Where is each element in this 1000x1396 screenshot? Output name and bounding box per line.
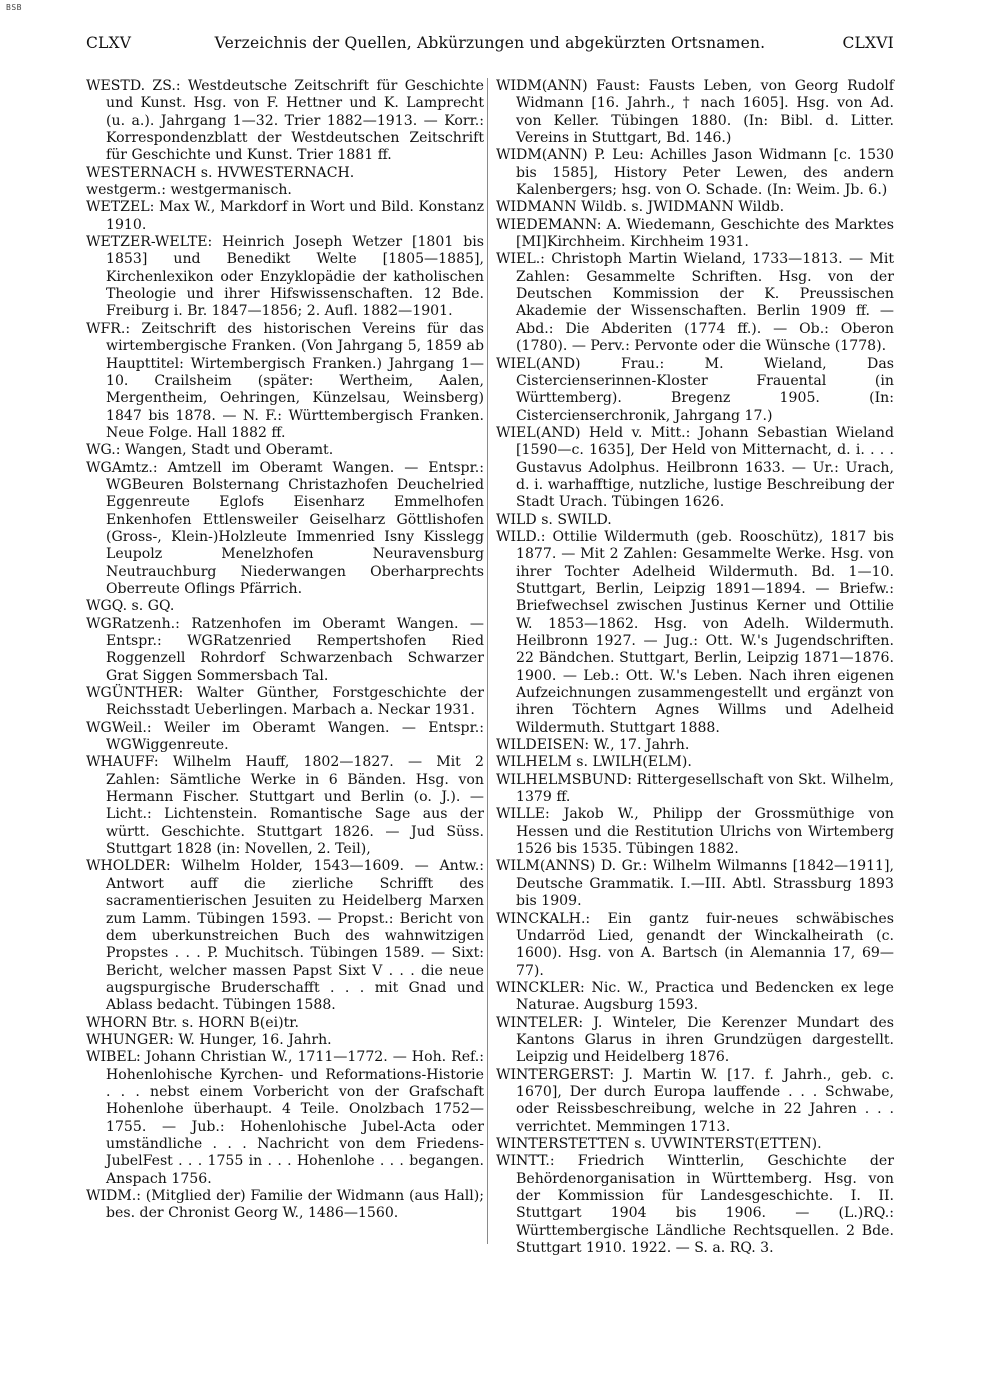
entry-wille: WILLE: Jakob W., Philipp der Grossmüthige von Hessen und die Restitution Ulrichs von Wirtemberg 1526 bis 1535. Tübingen 1882. — [496, 806, 894, 858]
entry-wiedemann: WIEDEMANN: A. Wiedemann, Geschichte des Marktes [MI]Kirchheim. Kirchheim 1931. — [496, 216, 894, 251]
entry-wilhelmsbund: WILHELMSBUND: Rittergesellschaft von Skt. Wilhelm, 1379 ff. — [496, 771, 894, 806]
entry-wholder: WHOLDER: Wilhelm Holder, 1543—1609. — Antw.: Antwort auff die zierliche Schrifft des sacramentierischen Jesuiten zu Heidelberg Marxen zum Lamm. Tübingen 1593. — Propst.: Bericht von dem uberkunstreichen Buch des wahnwitzigen Propstes . . . P. Muchitsch. Tübingen 1589. — Sixt: Bericht, welcher massen Papst Sixt V . . . die neue augspurgische Bruderschafft . . . mit Gnad und Ablass bedacht. Tübingen 1588. — [86, 858, 484, 1014]
entry-westernach: WESTERNACH s. HVWESTERNACH. — [86, 164, 355, 181]
entry-wintergerst: WINTERGERST: J. Martin W. [17. f. Jahrh., geb. c. 1670], Der durch Europa lauffende . . . Schwabe, oder Reissbeschreibung, welche in 22 Jahren . . . verrichtet. Memmingen 1713. — [496, 1066, 894, 1135]
column-divider — [487, 78, 488, 1244]
entry-wg-weil: WGWeil.: Weiler im Oberamt Wangen. — Entspr.: WGWiggenreute. — [86, 719, 484, 754]
entry-wgq: WGQ. s. GQ. — [86, 598, 175, 615]
entry-westgerm: westgerm.: westgermanisch. — [86, 182, 292, 199]
entry-wg-ratzenh: WGRatzenh.: Ratzenhofen im Oberamt Wangen. — Entspr.: WGRatzenried Rempertshofen Ried Roggenzell Rohrdorf Schwarzenbach Schwarzer Grat Siggen Sommersbach Tal. — [86, 615, 484, 684]
entry-wildeisen: WILDEISEN: W., 17. Jahrh. — [496, 737, 690, 754]
entry-wg: WG.: Wangen, Stadt und Oberamt. — [86, 442, 334, 459]
entry-wieland-frau: WIEL(AND) Frau.: M. Wieland, Das Cistercienserinnen-Kloster Frauental (in Württemberg). Bregenz 1905. (In: Cistercienserchronik, Jahrgang 17.) — [496, 355, 894, 424]
entry-wiel: WIEL.: Christoph Martin Wieland, 1733—1813. — Mit Zahlen: Gesammelte Schriften. Hsg. von der Deutschen Kommission der K. Preussischen Akademie der Wissenschaften. Berlin 1909 ff. — Abd.: Die Abderiten (1774 ff.). — Ob.: Oberon (1780). — Perv.: Pervonte oder die Wünsche (1778). — [496, 251, 894, 355]
entry-whorn: WHORN Btr. s. HORN B(ei)tr. — [86, 1014, 299, 1031]
left-column — [86, 78, 484, 1223]
entry-whauff: WHAUFF: Wilhelm Hauff, 1802—1827. — Mit 2 Zahlen: Sämtliche Werke in 6 Bänden. Hsg. von Hermann Fischer. Stuttgart und Berlin (o. J.). — Licht.: Lichtenstein. Romantische Sage aus der württ. Geschichte. Stuttgart 1826. — Jud Süss. Stuttgart 1828 (in: Novellen, 2. Teil), — [86, 754, 484, 858]
entry-winteler: WINTELER: J. Winteler, Die Kerenzer Mundart des Kantons Glarus in ihren Grundzügen dargestellt. Leipzig und Heidelberg 1876. — [496, 1014, 894, 1066]
entry-winterstetten: WINTERSTETTEN s. UVWINTERST(ETTEN). — [496, 1135, 822, 1152]
entry-wilmanns: WILM(ANNS) D. Gr.: Wilhelm Wilmanns [1842—1911], Deutsche Grammatik. I.—III. Abtl. Strassburg 1893 bis 1909. — [496, 858, 894, 910]
page-number-left: CLXV — [86, 34, 132, 52]
entry-wildermuth: WILD.: Ottilie Wildermuth (geb. Rooschütz), 1817 bis 1877. — Mit 2 Zahlen: Gesammelte Werke. Hsg. von ihrer Tochter Adelheid Wildermuth. Bd. 1—10. Stuttgart, Berlin, Leipzig 1891—1894. — Briefw.: Briefwechsel zwischen Justinus Kerner und Ottilie W. 1853—1862. Hsg. von Adelh. Wildermuth. Heilbronn 1927. — Jug.: Ott. W.'s Jugendschriften. 22 Bändchen. Stuttgart, Berlin, Leipzig 1871—1876. 1900. — Leb.: Ott. W.'s Leben. Nach ihren eigenen Aufzeichnungen zusammengestellt und ergänzt von ihren Töchtern Agnes Willms und Adelheid Wildermuth. Stuttgart 1888. — [496, 528, 894, 736]
page-header — [86, 34, 894, 56]
entry-whunger: WHUNGER: W. Hunger, 16. Jahrh. — [86, 1031, 332, 1048]
entry-wfr: WFR.: Zeitschrift des historischen Vereins für das wirtembergische Franken. (Von Jahrgang 5, 1859 ab Haupttitel: Wirtembergisch Franken.) Jahrgang 1—10. Crailsheim (später: Wertheim, Aalen, Mergentheim, Oehringen, Künzelsau, Weinsberg) 1847 bis 1878. — N. F.: Württembergisch Franken. Neue Folge. Hall 1882 ff. — [86, 320, 484, 441]
entry-wintt: WINTT.: Friedrich Wintterlin, Geschichte der Behördenorganisation in Württemberg. Hsg. von der Kommission für Landesgeschichte. I. II. Stuttgart 1904 bis 1906. — (L.)RQ.: Württembergische Ländliche Rechtsquellen. 2 Bde. Stuttgart 1910. 1922. — S. a. RQ. 3. — [496, 1153, 894, 1257]
entry-wetzel: WETZEL: Max W., Markdorf in Wort und Bild. Konstanz 1910. — [86, 199, 484, 233]
entry-widmann-wildb: WIDMANN Wildb. s. JWIDMANN Wildb. — [496, 199, 785, 216]
entry-wetzer-welte: WETZER-WELTE: Heinrich Joseph Wetzer [1801 bis 1853] und Benedikt Welte [1805—1885], Kirchenlexikon oder Enzyklopädie der katholischen Theologie und ihrer Hifswissenschaften. 12 Bde. Freiburg i. Br. 1847—1856; 2. Aufl. 1882—1901. — [86, 234, 484, 320]
entry-winckalh: WINCKALH.: Ein gantz fuir-neues schwäbisches Undarröd Lied, genandt der Winckalheirath (c. 1600). Hsg. von A. Bartsch (in Alemannia 17, 69—77). — [496, 910, 894, 979]
entry-westd-zs: WESTD. ZS.: Westdeutsche Zeitschrift für Geschichte und Kunst. Hsg. von F. Hettner und K. Lamprecht (u. a.). Jahrgang 1—32. Trier 1882—1913. — Korr.: Korrespondenzblatt der Westdeutschen Zeitschrift für Geschichte und Kunst. Trier 1881 ff. — [86, 78, 484, 164]
entry-widmann-p-leu: WIDM(ANN) P. Leu: Achilles Jason Widmann [c. 1530 bis 1585], History Peter Lewen, des andern Kalenbergers; hsg. von O. Schade. (In: Weim. Jb. 6.) — [496, 147, 894, 199]
entry-widmann-faust: WIDM(ANN) Faust: Fausts Leben, von Georg Rudolf Widmann [16. Jahrh., † nach 1605]. Hsg. von Ad. von Keller. Tübingen 1880. (In: Bibl. d. Litter. Vereins in Stuttgart, Bd. 146.) — [496, 78, 894, 147]
entry-wild: WILD s. SWILD. — [496, 511, 612, 528]
entry-wguenther: WGÜNTHER: Walter Günther, Forstgeschichte der Reichsstadt Ueberlingen. Marbach a. Neckar 1931. — [86, 685, 484, 719]
running-title: Verzeichnis der Quellen, Abkürzungen und abgekürzten Ortsnamen. — [214, 34, 766, 52]
entry-wg-amtz: WGAmtz.: Amtzell im Oberamt Wangen. — Entspr.: WGBeuren Bolsternang Christazhofen Deuchelried Eggenreute Eglofs Eisenharz Emmelhofen Enkenhofen Ettlensweiler Geiselharz Göttlishofen (Gross-, Klein-)Holzleute Immenried Isny Kisslegg Leupolz Menelzhofen Neuravensburg Neutrauchburg Niederwangen Oberharprechts Oberreute Oflings Pfärrich. — [86, 459, 484, 597]
page-number-right: CLXVI — [842, 34, 894, 52]
library-stamp: BSB — [6, 3, 22, 12]
entry-winckler: WINCKLER: Nic. W., Practica und Bedencken ex lege Naturae. Augsburg 1593. — [496, 979, 894, 1014]
entry-widm: WIDM.: (Mitglied der) Familie der Widmann (aus Hall); bes. der Chronist Georg W., 1486—1560. — [86, 1188, 484, 1222]
entry-wieland-held: WIEL(AND) Held v. Mitt.: Johann Sebastian Wieland [1590—c. 1635], Der Held von Mitternacht, d. i. . . . Gustavus Adolphus. Heilbronn 1633. — Ur.: Urach, d. i. warhafftige, nutzliche, lustige Beschreibung der Stadt Urach. Tübingen 1626. — [496, 424, 894, 511]
right-column — [496, 78, 894, 1257]
entry-wibel: WIBEL: Johann Christian W., 1711—1772. — Hoh. Ref.: Hohenlohische Kyrchen- und Reformations-Historie . . . nebst einem Vorbericht von der Grafschaft Hohenlohe überhaupt. 4 Teile. Onolzbach 1752—1755. — Jub.: Hohenlohische Jubel-Acta oder umständliche . . . Nachricht von dem Friedens-JubelFest . . . 1755 in . . . Hohenlohe . . . begangen. Anspach 1756. — [86, 1049, 484, 1187]
entry-wilhelm: WILHELM s. LWILH(ELM). — [496, 754, 692, 771]
